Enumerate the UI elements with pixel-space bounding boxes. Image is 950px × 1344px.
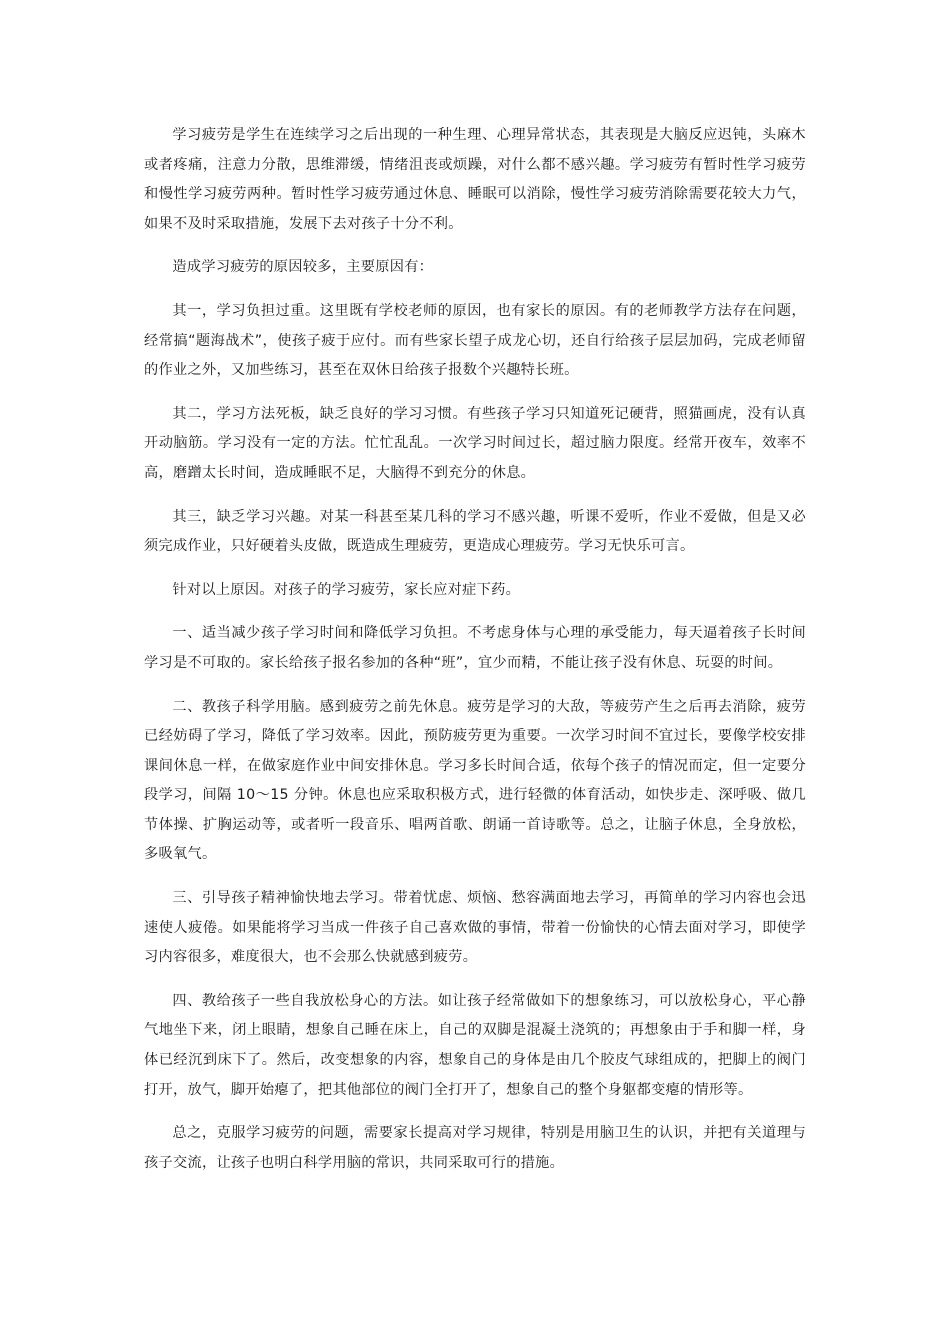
paragraph-cause-2: 其二，学习方法死板，缺乏良好的学习习惯。有些孩子学习只知道死记硬背，照猫画虎，没有认真开动脑筋。学习没有一定的方法。忙忙乱乱。一次学习时间过长，超过脑力限度。经常开夜车，效率不高，磨蹭太长时间，造成睡眠不足，大脑得不到充分的休息。: [144, 405, 806, 481]
paragraph-conclusion: 总之，克服学习疲劳的问题，需要家长提高对学习规律，特别是用脑卫生的认识，并把有关道理与孩子交流，让孩子也明白科学用脑的常识，共同采取可行的措施。: [144, 1125, 806, 1171]
paragraph-cause-1: 其一，学习负担过重。这里既有学校老师的原因，也有家长的原因。有的老师教学方法存在问题，经常搞“题海战术”，使孩子疲于应付。而有些家长望子成龙心切，还自行给孩子层层加码，完成老师留的作业之外，又加些练习，甚至在双休日给孩子报数个兴趣特长班。: [144, 302, 806, 379]
paragraph-remedies-heading: 针对以上原因。对孩子的学习疲劳，家长应对症下药。: [172, 581, 521, 598]
paragraph-remedy-4: 四、教给孩子一些自我放松身心的方法。如让孩子经常做如下的想象练习，可以放松身心，平心静气地坐下来，闭上眼睛，想象自己睡在床上，自己的双脚是混凝土浇筑的；再想象由于手和脚一样，身体已经沉到床下了。然后，改变想象的内容，想象自己的身体是由几个胶皮气球组成的，把脚上的阀门打开，放气，脚开始瘪了，把其他部位的阀门全打开了，想象自己的整个身躯都变瘪的情形等。: [144, 992, 806, 1098]
article-body: [144, 121, 806, 1192]
paragraph-intro: 学习疲劳是学生在连续学习之后出现的一种生理、心理异常状态，其表现是大脑反应迟钝，头麻木或者疼痛，注意力分散，思维滞缓，情绪沮丧或烦躁，对什么都不感兴趣。学习疲劳有暂时性学习疲劳和慢性学习疲劳两种。暂时性学习疲劳通过休息、睡眠可以消除，慢性学习疲劳消除需要花较大力气，如果不及时采取措施，发展下去对孩子十分不利。: [144, 127, 806, 232]
paragraph-cause-3: 其三，缺乏学习兴趣。对某一科甚至某几科的学习不感兴趣，听课不爱听，作业不爱做，但是又必须完成作业，只好硬着头皮做，既造成生理疲劳，更造成心理疲劳。学习无快乐可言。: [144, 508, 806, 555]
paragraph-remedy-1: 一、适当减少孩子学习时间和降低学习负担。不考虑身体与心理的承受能力，每天逼着孩子长时间学习是不可取的。家长给孩子报名参加的各种“班”，宜少而精，不能让孩子没有休息、玩耍的时间。: [144, 625, 806, 671]
paragraph-causes-heading: 造成学习疲劳的原因较多，主要原因有：: [172, 259, 434, 276]
paragraph-remedy-3: 三、引导孩子精神愉快地去学习。带着忧虑、烦恼、愁容满面地去学习，再简单的学习内容也会迅速使人疲倦。如果能将学习当成一件孩子自己喜欢做的事情，带着一份愉快的心情去面对学习，即使学习内容很多，难度很大，也不会那么快就感到疲劳。: [144, 890, 806, 966]
paragraph-remedy-2: 二、教孩子科学用脑。感到疲劳之前先休息。疲劳是学习的大敌，等疲劳产生之后再去消除，疲劳已经妨碍了学习，降低了学习效率。因此，预防疲劳更为重要。一次学习时间不宜过长，要像学校安排课间休息一样，在做家庭作业中间安排休息。学习多长时间合适，依每个孩子的情况而定，但一定要分段学习，间隔 10～15 分钟。休息也应采取积极方式，进行轻微的体育活动，如快步走、深呼吸、做几节体操、扩胸运动等，或者听一段音乐、唱两首歌、朗诵一首诗歌等。总之，让脑子休息，全身放松，多吸氧气。: [144, 698, 806, 863]
